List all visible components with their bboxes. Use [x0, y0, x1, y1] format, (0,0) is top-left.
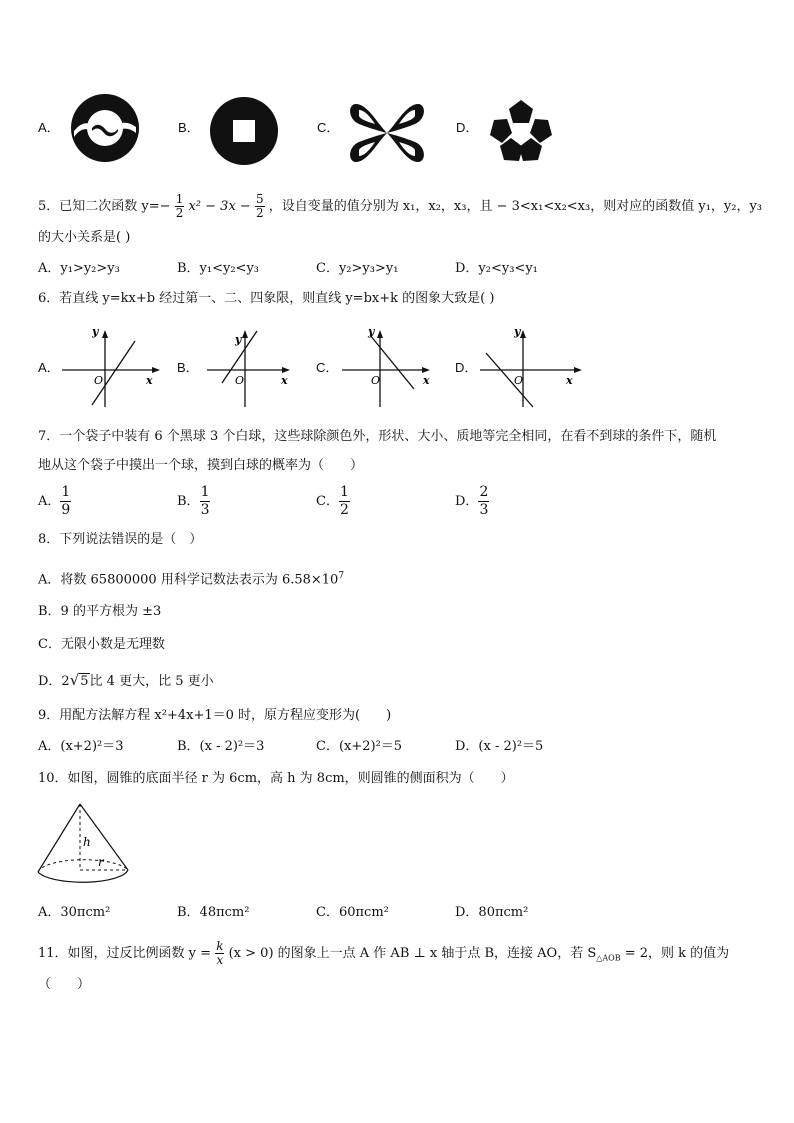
q6-option-b-label[interactable]: B．	[177, 360, 199, 375]
square-hole-coin-icon	[209, 96, 279, 166]
q9-option-c[interactable]: C．(x+2)²＝5	[316, 739, 403, 754]
q10-option-d[interactable]: D．80πcm²	[455, 905, 529, 920]
q10-option-b[interactable]: B．48πcm²	[177, 905, 250, 920]
q7-option-a[interactable]: A． $\frac{1}{9}$	[38, 484, 71, 518]
q9-option-b[interactable]: B．(x - 2)²＝3	[177, 739, 265, 754]
q8-stem: 8．下列说法错误的是（ ）	[38, 532, 203, 547]
q5-option-a[interactable]: A．y₁>y₂>y₃	[38, 261, 120, 276]
q6-graph-d	[478, 323, 588, 408]
q4-option-d-label[interactable]: D．	[456, 120, 479, 135]
svg-text:x: x	[566, 374, 573, 387]
q9-stem: 9．用配方法解方程 x²+4x+1＝0 时，原方程应变形为( )	[38, 708, 392, 723]
q8-option-d[interactable]: D．2√5比 4 更大，比 5 更小	[38, 671, 214, 689]
q7-option-d[interactable]: D． $\frac{2}{3}$	[455, 484, 489, 518]
q8-option-b[interactable]: B．9 的平方根为 ±3	[38, 604, 162, 619]
svg-text:x: x	[423, 374, 430, 387]
q6-stem: 6．若直线 y=kx+b 经过第一、二、四象限，则直线 y=bx+k 的图象大致是( )	[38, 291, 495, 306]
q5-stem-line1	[38, 193, 762, 220]
svg-text:y: y	[235, 333, 242, 346]
q11-stem-line1: 11．如图，过反比例函数 y = $\frac{k}{x}$ (x > 0) 的图象上一点 A 作 AB ⊥ x 轴于点 B，连接 AO，若 $S_{\triangle AOB} = 2$，则 k 的值为	[38, 939, 730, 967]
q8-option-a[interactable]: A．将数 65800000 用科学记数法表示为 $6.58\times 10^7$	[38, 571, 345, 588]
q6-option-d-label[interactable]: D．	[455, 360, 478, 375]
q10-stem: 10．如图，圆锥的底面半径 r 为 6cm，高 h 为 8cm，则圆锥的侧面积为（ ）	[38, 771, 514, 786]
q7-option-b[interactable]: B． $\frac{1}{3}$	[177, 484, 210, 518]
q10-option-c[interactable]: C．60πcm²	[316, 905, 389, 920]
q5-frac1: $\frac{1}{2}$	[175, 192, 184, 220]
q4-option-a-label[interactable]: A．	[38, 120, 60, 135]
q4-option-c-label[interactable]: C．	[317, 120, 340, 135]
q8-option-c[interactable]: C．无限小数是无理数	[38, 637, 165, 652]
x-axis-label: x	[146, 374, 153, 387]
q6-option-a-label[interactable]: A．	[38, 360, 60, 375]
q6-option-c-label[interactable]: C．	[316, 360, 339, 375]
svg-text:O: O	[514, 374, 524, 387]
q6-graph-b	[205, 323, 305, 408]
svg-text:x: x	[281, 374, 288, 387]
q7-stem-line1: 7．一个袋子中装有 6 个黑球 3 个白球，这些球除颜色外，形状、大小、质地等完全相同，在看不到球的条件下，随机	[38, 429, 717, 444]
q5-mid: x² − 3x −	[188, 199, 251, 214]
q5-stem-line2: 的大小关系是( )	[38, 230, 131, 245]
q4-option-b-label[interactable]: B．	[178, 120, 200, 135]
cone-height-label: h	[83, 835, 91, 849]
q5-option-d[interactable]: D．y₂<y₃<y₁	[455, 261, 538, 276]
cone-diagram	[36, 800, 136, 892]
q9-option-a[interactable]: A．(x+2)²＝3	[38, 739, 124, 754]
origin-label: O	[94, 374, 104, 387]
four-loop-knot-icon	[347, 98, 427, 168]
svg-text:y: y	[368, 325, 375, 338]
svg-text:y: y	[514, 325, 521, 338]
y-axis-label: y	[92, 325, 99, 338]
q7-stem-line2: 地从这个袋子中摸出一个球，摸到白球的概率为（ ）	[38, 458, 364, 473]
q6-graph-c	[340, 323, 440, 408]
q5-prefix: 5．已知二次函数 y=−	[38, 199, 171, 214]
q7-option-c[interactable]: C． $\frac{1}{2}$	[316, 484, 349, 518]
svg-text:O: O	[371, 374, 381, 387]
yin-yang-wave-icon	[70, 93, 140, 163]
q9-option-d[interactable]: D．(x - 2)²＝5	[455, 739, 544, 754]
svg-text:O: O	[235, 374, 245, 387]
q11-stem-line2: （ ）	[38, 977, 91, 992]
q5-frac2: $\frac{5}{2}$	[255, 192, 264, 220]
q5-option-b[interactable]: B．y₁<y₂<y₃	[177, 261, 260, 276]
q10-option-a[interactable]: A．30πcm²	[38, 905, 111, 920]
q5-option-c[interactable]: C．y₂>y₃>y₁	[316, 261, 399, 276]
cone-radius-label: r	[98, 855, 104, 869]
q5-suffix: ，设自变量的值分别为 x₁，x₂，x₃，且 − 3<x₁<x₂<x₃，则对应的函数值 y₁，y₂，y₃	[268, 199, 763, 214]
pentagon-ring-icon	[486, 96, 556, 166]
q6-graph-a	[60, 323, 170, 408]
